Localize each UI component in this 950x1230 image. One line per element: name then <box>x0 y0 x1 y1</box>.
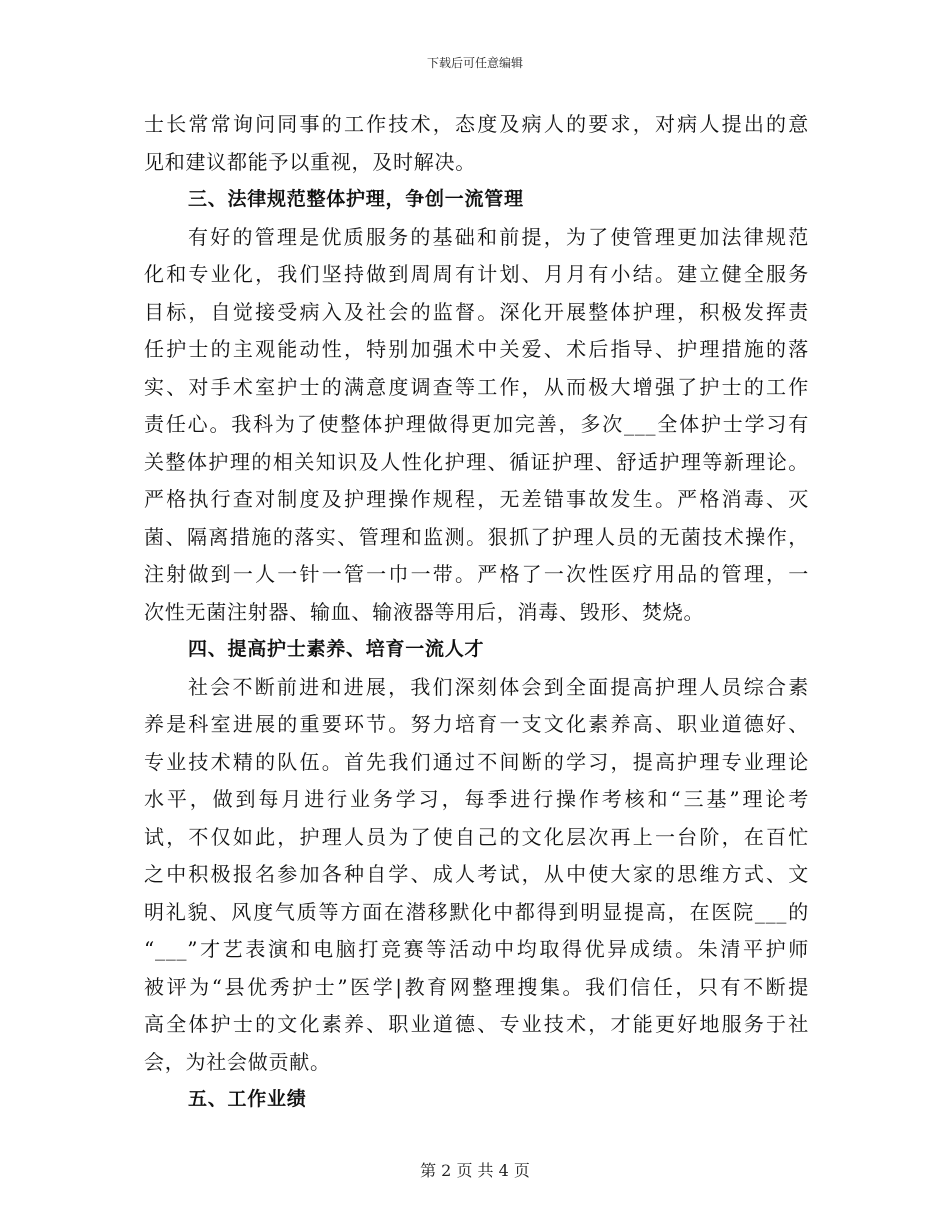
body-line: 关整体护理的相关知识及人性化护理、循证护理、舒适护理等新理论。 <box>144 449 809 474</box>
page-header-note: 下载后可任意编辑 <box>426 56 523 70</box>
body-line: 水平，做到每月进行业务学习，每季进行操作考核和“三基”理论考 <box>144 787 809 811</box>
body-line: 任护士的主观能动性，特别加强术中关爱、术后指导、护理措施的落 <box>144 337 809 361</box>
body-line: 见和建议都能予以重视，及时解决。 <box>144 149 476 174</box>
body-line: 注射做到一人一针一管一巾一带。严格了一次性医疗用品的管理，一 <box>144 562 809 586</box>
body-line: 化和专业化，我们坚持做到周周有计划、月月有小结。建立健全服务 <box>144 262 809 286</box>
body-line: 专业技术精的队伍。首先我们通过不间断的学习，提高护理专业理论 <box>144 749 809 774</box>
body-line: 严格执行查对制度及护理操作规程，无差错事故发生。严格消毒、灭 <box>144 487 809 511</box>
body-line: 士长常常询问同事的工作技术，态度及病人的要求，对病人提出的意 <box>144 112 809 136</box>
body-line: 试，不仅如此，护理人员为了使自己的文化层次再上一台阶，在百忙 <box>144 824 809 849</box>
body-line: 养是科室进展的重要环节。努力培育一支文化素养高、职业道德好、 <box>144 712 809 736</box>
body-line: 之中积极报名参加各种自学、成人考试，从中使大家的思维方式、文 <box>144 862 809 886</box>
body-line: 责任心。我科为了使整体护理做得更加完善，多次___全体护士学习有 <box>144 412 809 436</box>
body-line: 社会不断前进和进展，我们深刻体会到全面提高护理人员综合素 <box>188 674 809 699</box>
section-heading: 三、法律规范整体护理，争创一流管理 <box>188 188 524 210</box>
body-line: 被评为“县优秀护士”医学|教育网整理搜集。我们信任，只有不断提 <box>144 974 809 999</box>
body-line: 有好的管理是优质服务的基础和前提，为了使管理更加法律规范 <box>188 224 809 249</box>
body-line: 高全体护士的文化素养、职业道德、专业技术，才能更好地服务于社 <box>144 1012 809 1036</box>
document-body <box>144 106 809 1119</box>
body-line: 次性无菌注射器、输血、输液器等用后，消毒、毁形、焚烧。 <box>144 599 705 624</box>
body-line: 实、对手术室护士的满意度调查等工作，从而极大增强了护士的工作 <box>144 374 809 399</box>
section-heading: 四、提高护士素养、培育一流人才 <box>188 638 485 660</box>
body-line: 明礼貌、风度气质等方面在潜移默化中都得到明显提高，在医院___的 <box>144 899 809 924</box>
body-line: 菌、隔离措施的落实、管理和监测。狠抓了护理人员的无菌技术操作， <box>144 524 809 549</box>
section-heading: 五、工作业绩 <box>188 1088 307 1110</box>
body-line: 会，为社会做贡献。 <box>144 1049 331 1074</box>
body-line: 目标，自觉接受病入及社会的监督。深化开展整体护理，积极发挥责 <box>144 299 809 324</box>
body-line: “___”才艺表演和电脑打竞赛等活动中均取得优异成绩。朱清平护师 <box>144 937 809 961</box>
page-number: 第 2 页 共 4 页 <box>420 1161 530 1180</box>
